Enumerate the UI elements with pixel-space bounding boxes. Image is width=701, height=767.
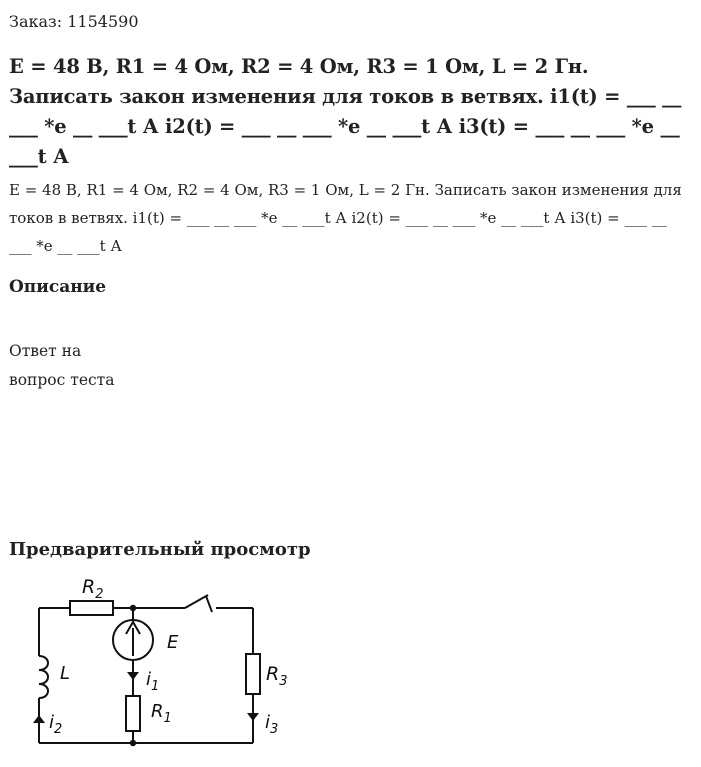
- page-title: E = 48 В, R1 = 4 Ом, R2 = 4 Ом, R3 = 1 Ом, L = 2 Гн. Записать закон изменения для токов в ветвях. i1(t) = ___ __ ___ *e __ ___t А i2(t) = ___ __ ___ *e __ ___t А i3(t) = ___ __ ___ *e __ ___t А: [9, 55, 682, 168]
- switch-blade: [185, 595, 208, 608]
- label-r3: $R_3$: [266, 663, 288, 689]
- inductor-coil: [39, 656, 48, 698]
- preview-heading: Предварительный просмотр: [9, 539, 311, 560]
- answer-text: [9, 337, 115, 395]
- label-r2: $R_2$: [82, 576, 104, 602]
- label-e: E: [167, 632, 179, 653]
- order-number: Заказ: 1154590: [9, 12, 139, 31]
- resistor-r2: [70, 601, 113, 615]
- label-i3: $i_3$: [265, 712, 279, 737]
- junction-dot: [130, 605, 136, 611]
- current-arrow-i3: [247, 713, 259, 721]
- current-arrow-i1: [127, 672, 139, 680]
- resistor-r3: [246, 654, 260, 694]
- answer-line: вопрос теста: [9, 371, 115, 389]
- label-i1: $i_1$: [146, 669, 160, 694]
- label-l: L: [60, 663, 71, 684]
- task-text: E = 48 В, R1 = 4 Ом, R2 = 4 Ом, R3 = 1 Ом, L = 2 Гн. Записать закон изменения для токов в ветвях. i1(t) = ___ __ ___ *e __ ___t А i2(t) = ___ __ ___ *e __ ___t А i3(t) = ___ __ ___ *e __ ___t А: [9, 181, 682, 255]
- label-i2: $i_2$: [49, 712, 63, 737]
- switch-contact: [206, 596, 212, 612]
- circuit-diagram: [0, 568, 310, 767]
- resistor-r1: [126, 696, 140, 731]
- current-arrow-i2: [33, 715, 45, 723]
- label-r1: $R_1$: [151, 701, 172, 726]
- description-heading: Описание: [9, 277, 107, 297]
- answer-line: Ответ на: [9, 342, 82, 360]
- junction-dot: [130, 740, 136, 746]
